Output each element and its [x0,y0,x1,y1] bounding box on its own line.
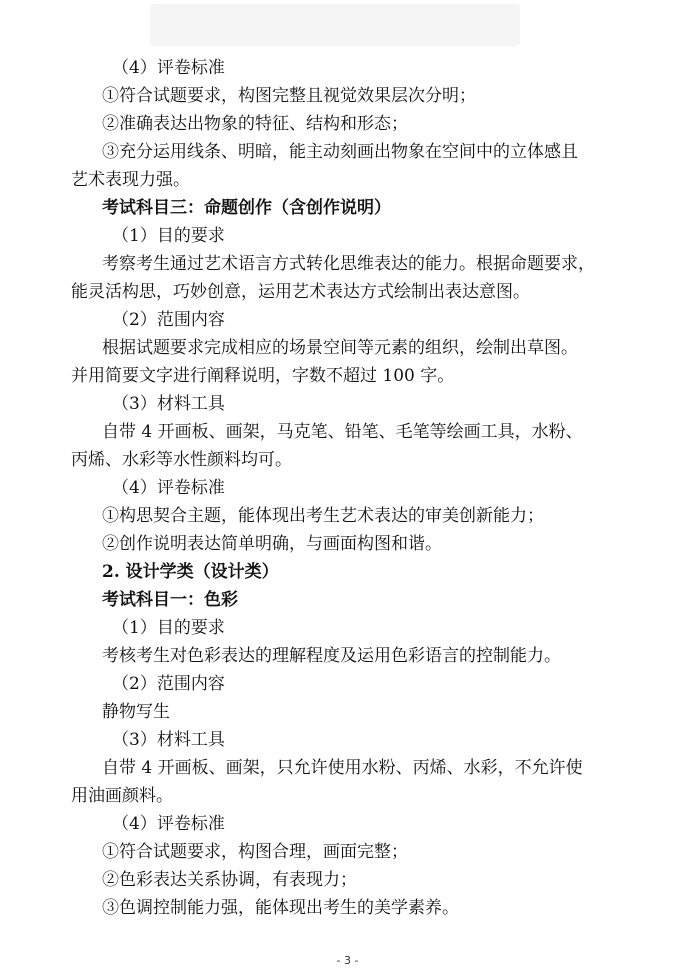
text-line: ②色彩表达关系协调，有表现力； [102,870,357,890]
text-line: （1）目的要求 [112,226,225,246]
text-line: 考核考生对色彩表达的理解程度及运用色彩语言的控制能力。 [102,646,561,666]
text-line: （2）范围内容 [112,310,225,330]
text-line: 自带 4 开画板、画架，马克笔、铅笔、毛笔等绘画工具，水粉、 [102,422,583,442]
text-line: （4）评卷标准 [112,814,225,834]
header-smudge [150,4,520,46]
text-line: ③充分运用线条、明暗，能主动刻画出物象在空间中的立体感且 [102,142,578,162]
text-line: 静物写生 [102,702,170,722]
text-line: ②创作说明表达简单明确，与画面构图和谐。 [102,534,442,554]
text-line: ①符合试题要求，构图完整且视觉效果层次分明； [102,86,476,106]
text-line: （4）评卷标准 [112,58,225,78]
text-line: （2）范围内容 [112,674,225,694]
text-line: 自带 4 开画板、画架，只允许使用水粉、丙烯、水彩，不允许使 [102,758,583,778]
section-heading: 考试科目一：色彩 [102,590,238,610]
text-line: 能灵活构思，巧妙创意，运用艺术表达方式绘制出表达意图。 [71,282,530,302]
section-heading: 2. 设计学类（设计类） [102,562,279,582]
text-line: ①符合试题要求，构图合理，画面完整； [102,842,408,862]
text-line: 考察考生通过艺术语言方式转化思维表达的能力。根据命题要求， [102,254,595,274]
section-heading: 考试科目三：命题创作（含创作说明） [102,198,391,218]
text-line: （3）材料工具 [112,394,225,414]
text-line: ①构思契合主题，能体现出考生艺术表达的审美创新能力； [102,506,544,526]
text-line: 用油画颜料。 [71,786,173,806]
text-line: ③色调控制能力强，能体现出考生的美学素养。 [102,898,459,918]
text-line: 艺术表现力强。 [71,170,190,190]
text-line: 丙烯、水彩等水性颜料均可。 [71,450,292,470]
page-number: - 3 - [336,954,359,967]
text-line: 根据试题要求完成相应的场景空间等元素的组织，绘制出草图。 [102,338,578,358]
text-line: （1）目的要求 [112,618,225,638]
text-line: （3）材料工具 [112,730,225,750]
text-line: 并用简要文字进行阐释说明，字数不超过 100 字。 [71,366,455,386]
text-line: （4）评卷标准 [112,478,225,498]
text-line: ②准确表达出物象的特征、结构和形态； [102,114,408,134]
